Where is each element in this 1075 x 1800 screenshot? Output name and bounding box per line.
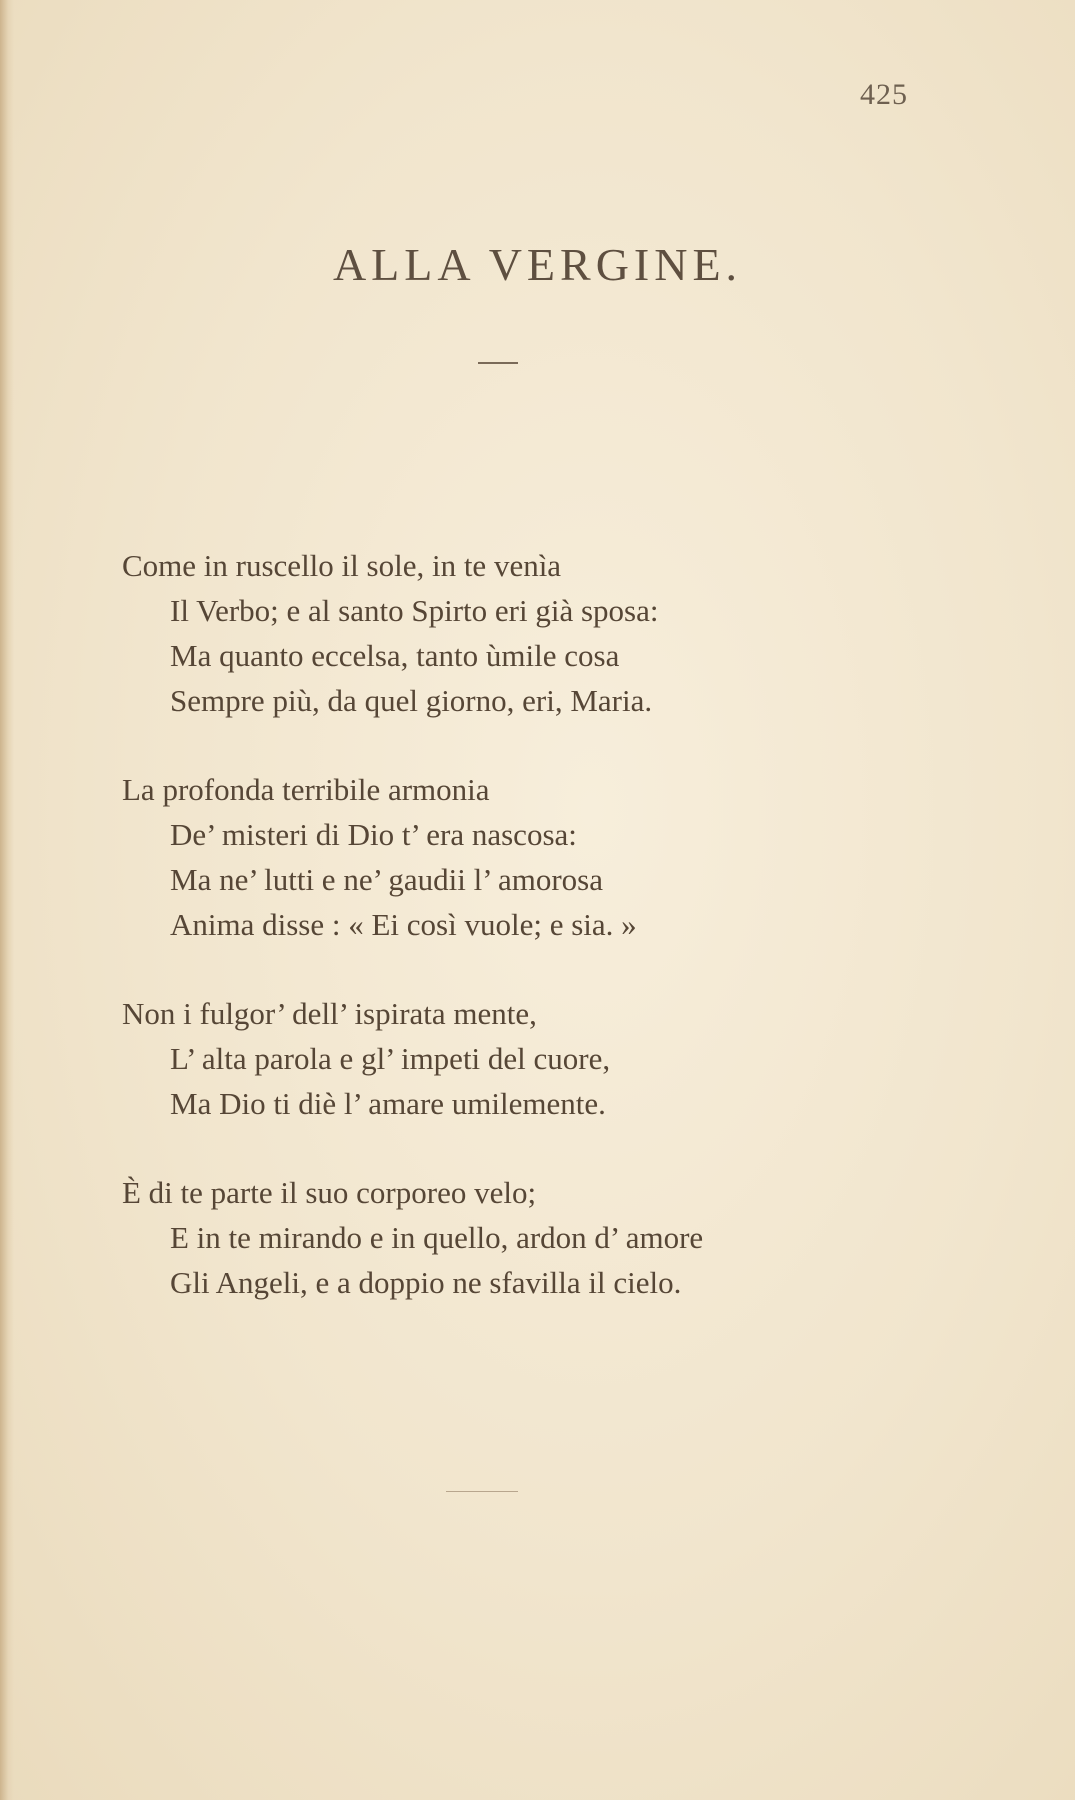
stanza-2 bbox=[0, 767, 1075, 947]
page-number: 425 bbox=[860, 78, 908, 111]
poem-title: ALLA VERGINE. bbox=[332, 239, 743, 290]
poem-line: Il Verbo; e al santo Spirto eri già sposa: bbox=[170, 593, 659, 628]
poem-line: Anima disse : « Ei così vuole; e sia. » bbox=[170, 907, 637, 942]
poem-line: Gli Angeli, e a doppio ne sfavilla il cielo. bbox=[170, 1265, 682, 1300]
poem-line: De’ misteri di Dio t’ era nascosa: bbox=[170, 817, 577, 852]
stanza-3 bbox=[0, 991, 1075, 1126]
title-divider bbox=[478, 362, 518, 364]
poem-line: La profonda terribile armonia bbox=[122, 772, 490, 807]
poem-line: E in te mirando e in quello, ardon d’ amore bbox=[170, 1220, 704, 1255]
poem-body bbox=[0, 543, 1075, 1349]
poem-line: Non i fulgor’ dell’ ispirata mente, bbox=[122, 996, 537, 1031]
end-divider bbox=[446, 1491, 518, 1492]
poem-line: È di te parte il suo corporeo velo; bbox=[122, 1175, 537, 1210]
poem-line: Sempre più, da quel giorno, eri, Maria. bbox=[170, 683, 653, 718]
poem-line: Ma Dio ti diè l’ amare umilemente. bbox=[170, 1086, 606, 1121]
stanza-1 bbox=[0, 543, 1075, 723]
poem-line: L’ alta parola e gl’ impeti del cuore, bbox=[170, 1041, 611, 1076]
poem-line: Ma quanto eccelsa, tanto ùmile cosa bbox=[170, 638, 620, 673]
poem-line: Come in ruscello il sole, in te venìa bbox=[122, 548, 562, 583]
stanza-4 bbox=[0, 1170, 1075, 1305]
poem-line: Ma ne’ lutti e ne’ gaudii l’ amorosa bbox=[170, 862, 603, 897]
